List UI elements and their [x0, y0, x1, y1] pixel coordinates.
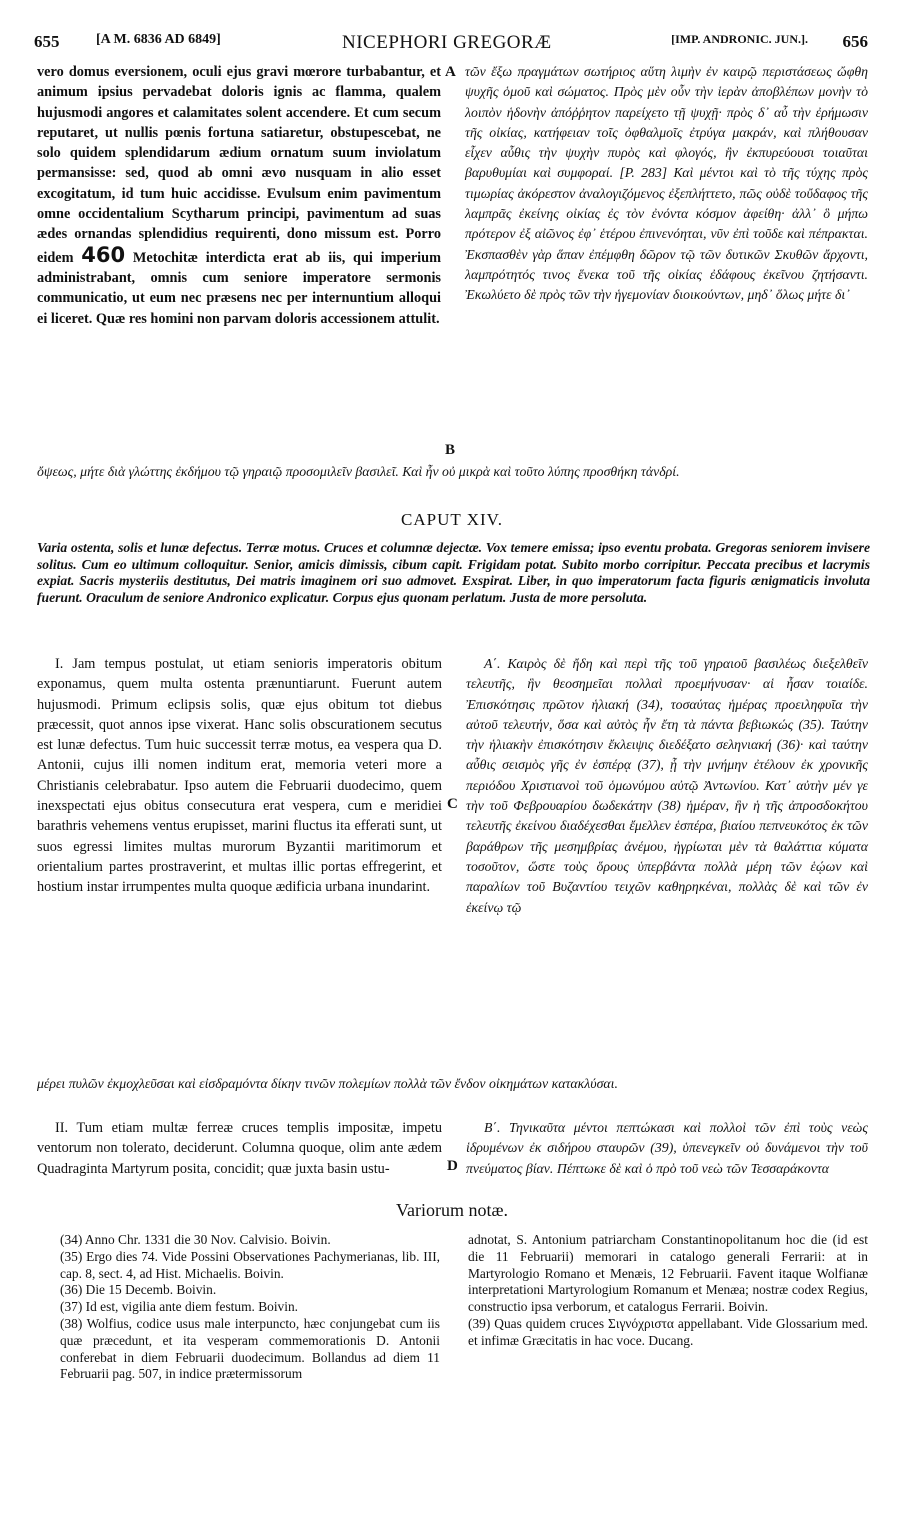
date-bracket-left: [A M. 6836 AD 6849]: [96, 32, 221, 47]
date-bracket-right: [IMP. ANDRONIC. JUN.].: [671, 32, 808, 46]
note-34: (34) Anno Chr. 1331 die 30 Nov. Calvisio. Boivin.: [60, 1232, 331, 1247]
margin-letter-a: A: [445, 64, 456, 80]
margin-letter-c: C: [447, 796, 458, 812]
margin-letter-d: D: [447, 1158, 458, 1174]
greek-fullwidth-section-1: μέρει πυλῶν ἐκμοχλεῦσαι καὶ εἰσδραμόντα δίκην τινῶν πολεμίων πολλὰ τῶν ἔνδον οἰκημάτων κατακλύσαι.: [37, 1076, 618, 1091]
running-title: NICEPHORI GREGORÆ: [342, 32, 552, 53]
chapter-summary: Varia ostenta, solis et lunæ defectus. Terræ motus. Cruces et columnæ dejectæ. Vox temere emissa; ipso eventu probata. Gregoras seniorem invisere solitus. Cum eo ultimum colloquitur. Senior, amicis dimissis, cibum capit. Frigidam potat. Subito morbo corripitur. Peccata precibus et lacrymis expiat. Sacris mysteriis destitutus, Dei matris imaginem ori suo admovet. Exspirat. Liber, in quo imperatorum facta figuris ænigmaticis involuta fuerunt. Oraculum de seniore Andronico explicatur. Corpus ejus quonam perlatum. Justa de more persoluta.: [37, 540, 870, 605]
note-37: (37) Id est, vigilia ante diem festum. Boivin.: [60, 1299, 299, 1315]
note-35: (35) Ergo dies 74. Vide Possini Observationes Pachymerianas, lib. III, cap. 8, sect. 4, ad Hist. Michaelis. Boivin.: [60, 1248, 440, 1281]
notes-heading: Variorum notæ.: [396, 1200, 508, 1220]
notes-column-right: [468, 1232, 868, 1350]
page-number-right: 656: [842, 32, 868, 51]
greek-column-top: τῶν ἔξω πραγμάτων σωτήριος αὕτη λιμὴν ἐν καιρῷ περιστάσεως ὤφθη ψυχῆς ὁμοῦ καὶ σώματος. Πρὸς μὲν οὖν τὴν ἱερὰν ἀποβλέπων μονὴν τὸ λοιπὸν ἡδονὴν ἀπόῤῥητον παρείχετο τῇ ψυχῇ· πρὸς δ᾽ αὖ τὴν ἐρήμωσιν τῆς οἰκίας, κατήφειαν τοῖς ὀφθαλμοῖς ἐτρύγα μακράν, καὶ πλήθουσαν εἶχεν αὖθις τὴν ψυχὴν πυρὸς καὶ φλογός, ἣν ἐκπυρεύουσι τοιαῦται βαρυθυμίαι καὶ συμφοραί. [P. 283] Καὶ μέντοι καὶ τὸ τῆς τύχης πρὸς τιμωρίας ἀκόρεστον ἀναλογιζόμενος ἐξεπλήττετο, πῶς οὐδὲ τοὔδαφος τῆς λαμπρᾶς ἐκείνης οἰκίας ἐς τὸν ἐνόντα κόσμον ἀφείθη· ἀλλ᾽ ὃ μήπω πρότερον ἐξ αἰῶνος ἐφ᾽ ἑτέρου ἐπινενόηται, νῦν ἐπὶ τοῦδε καὶ πέπρακται. Ἐκσπασθὲν γὰρ ἅπαν ἐπέμφθη δῶρον τῷ τῶν δυτικῶν Σκυθῶν ἄρχοντι, λαμπρότητός τινος ἕνεκα τοῦ τῆς οἰκίας ἐδάφους ἐκεῖνου ζητήσαντι. Ἐκωλύετο δὲ πρὸς τῶν τὴν ἡγεμονίαν διοικούντων, μηδ᾽ ὅλως μήτε δι᾽: [465, 64, 868, 303]
latin-text-a: vero domus eversionem, oculi ejus gravi mœrore turbabantur, et animum ipsius pervadebat doloris ignis ac flamma, qualem hujusmodi angores et calamitates solent accendere. Et cum secum reputaret, ut nullis pœnis fortuna satiaretur, obstupescebat, ne solo quidem splendidarum ædium ornatum suum inviolatum permansisse: sed, quod ab omni ævo nusquam in alio esset excogitatum, id tum huic accidisse. Evulsum enim pavimentum omne occidentalium Scytharum principi, pavimentum ad suas ædes ornandas splendidius requirenti, dono missum est. Porro eidem: [37, 64, 441, 266]
note-39: (39) Quas quidem cruces Σιγνόχριστα appellabant. Vide Glossarium med. et infimæ Græcitatis in hac voce. Ducang.: [468, 1315, 868, 1348]
latin-text-b: Metochitæ interdicta erat ab iis, qui imperium administrabant, omnis cum seniore imperatore sermonis communicatio, ut eum nec præsens nec per internuntium alloqui ei liceret. Quæ res homini non parvam doloris accessionem attulit.: [37, 249, 442, 327]
note-38-continued: adnotat, S. Antonium patriarcham Constantinopolitanum hoc die (id est die 11 Februarii) memorari in catalogo generali Ferrarii: at in Martyrologio Romano et Menæis, 12 Februarii. Favent itaque Wolfianæ interpretationi Martyrologium Romanum et Menæa; nostræ codex Regius, constructio ipsa verborum, et catalogus Ferrarii. Boivin.: [468, 1232, 868, 1315]
greek-section-2: Β΄. Τηνικαῦτα μέντοι πεπτώκασι καὶ πολλοὶ τῶν ἐπὶ τοὺς νεὼς ἱδρυμένων ἐκ σιδήρου σταυρῶν (39), ὑπενεγκεῖν οὐ δυνάμενοι τὴν τοῦ πνεύματος βίαν. Πέπτωκε δὲ καὶ ὁ πρὸ τοῦ νεὼ τῶν Τεσσαράκοντα: [466, 1120, 868, 1176]
latin-section-1: I. Jam tempus postulat, ut etiam senioris imperatoris obitum exponamus, quem multa ostenta prænuntiarunt. Fuerunt autem hujusmodi. Primum eclipsis solis, quæ ejus obitum tot diebus præcessit, quot annos ipse vixerat. Hanc solis obscurationem secutus est lunæ defectus. Tum huic successit terræ motus, ea vespera qua D. Antonii, cujus illi nomen inditum erat, memoria veteri more a Christianis celebrabatur. Ipso autem die Februarii duodecimo, quem inexspectati ejus obitus consecutura erat vespera, cum e meridiei barathris vehemens ventus erupisset, marini fluctus ita efferati sunt, ut suos egressi limites multas murorum Byzantii maritimorum et orientalium partes prostraverint, et multas illic portas effregerint, et hostium instar irrumpentes multa quoque ædificia urbana inundarint.: [37, 656, 442, 896]
running-header: [34, 32, 868, 56]
page-number-left: 655: [34, 32, 60, 51]
greek-fullwidth-top: ὄψεως, μήτε διὰ γλώττης ἐκδήμου τῷ γηραιῷ προσομιλεῖν βασιλεῖ. Καὶ ἦν οὐ μικρὰ καὶ τοῦτο λύπης προσθήκη τἀνδρί.: [37, 464, 680, 479]
note-38: (38) Wolfius, codice usus male interpuncto, hæc conjungebat cum iis quæ præcedunt, et ita vesperam commemorationis D. Antonii conferebat in diem Februarii duodecimum. Bollandus ad diem 11 Februarii pag. 507, in indice prætermissorum: [60, 1315, 440, 1382]
marginal-number-460: 460: [81, 242, 126, 267]
chapter-heading: CAPUT XIV.: [401, 510, 503, 529]
latin-section-2: II. Tum etiam multæ ferreæ cruces templis impositæ, impetu ventorum non tolerato, deciderunt. Columna quoque, olim ante ædem Quadraginta Martyrum posita, concidit; quæ juxta basin ustu-: [37, 1120, 442, 1177]
latin-column-top: [37, 62, 441, 329]
note-36: (36) Die 15 Decemb. Boivin.: [60, 1282, 217, 1298]
notes-column-left: [60, 1232, 440, 1383]
margin-letter-b: B: [445, 442, 456, 458]
greek-section-1: Α΄. Καιρὸς δὲ ἤδη καὶ περὶ τῆς τοῦ γηραιοῦ βασιλέως διεξελθεῖν τελευτῆς, ἣν θεοσημεῖαι πολλαὶ προεμήνυσαν· αἱ ἦσαν τοιαίδε. Ἐπισκότησις πρῶτον ἡλιακή (34), τοσαύτας ἡμέρας προειληφυῖα τὴν αὐτοῦ τελευτήν, ὅσα καὶ αὐτὸς ἦν ἔτη τὰ πάντα βεβιωκώς (35). Ταύτην τὴν ἡλιακὴν ἐπισκότησιν ἔκλειψις διεδέξατο σεληνιακή (36)· καὶ ταύτην αὖθις σεισμὸς γῆς ἐν ἑσπέρᾳ (37), ᾗ τὴν μνήμην ἐτέλουν ἐκ χρονικῆς περιόδου Χριστιανοὶ τοῦ ὁμωνύμου αὐτῷ Ἀντωνίου. Κατ᾽ αὐτὴν μέν γε τὴν τοῦ Φεβρουαρίου δωδεκάτην (38) ἡμέραν, ἣν ἡ τῆς ἀπροσδοκήτου τελευτῆς ἐκείνου διαδέχεσθαι ἔμελλεν ἑσπέρα, βιαίου πεπνευκότος ἐκ τῶν βαράθρων τῆς μεσημβρίας ἀνέμου, ἠγρίωται μὲν τὰ θαλάττια κύματα τοσοῦτον, ὥστε τοὺς ὅρους ὑπερβάντα πολλὰ μέρη τῶν ἑῴων καὶ παραλίων τοῦ Βυζαντίου τειχῶν καθηρηκέναι, πολλὰς δὲ καὶ τῶν ἐν ἐκείνῳ τῷ: [466, 656, 868, 915]
